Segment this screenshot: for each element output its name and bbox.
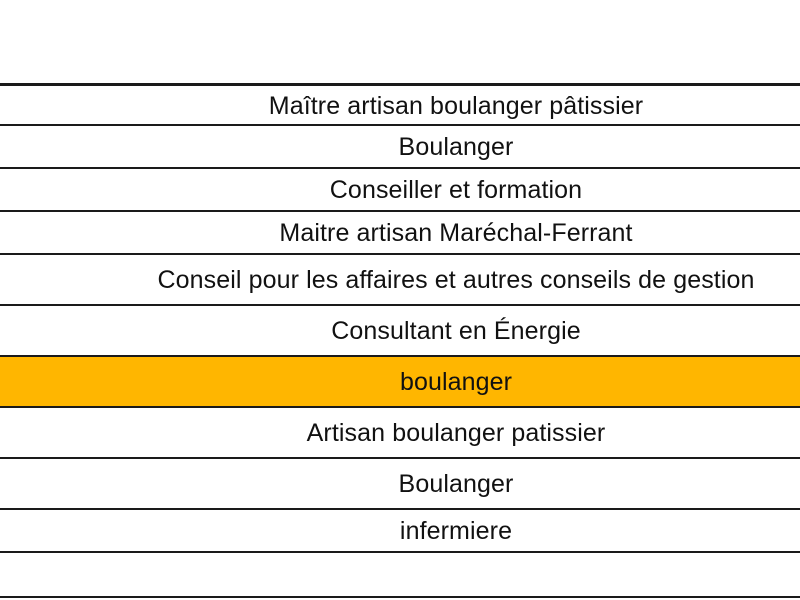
- table-cell: Boulanger: [398, 133, 514, 161]
- table-cell: Conseiller et formation: [329, 176, 583, 204]
- table-row[interactable]: [0, 306, 800, 357]
- table-row[interactable]: [0, 212, 800, 255]
- table-row[interactable]: [0, 83, 800, 126]
- table-cell: boulanger: [399, 368, 513, 396]
- table-cell: Conseil pour les affaires et autres conseils de gestion: [157, 266, 755, 294]
- bottom-border: [0, 596, 800, 598]
- table-cell: Boulanger: [398, 470, 514, 498]
- table-row[interactable]: [0, 255, 800, 306]
- table-row[interactable]: [0, 169, 800, 212]
- table-row[interactable]: [0, 510, 800, 553]
- table-cell: Consultant en Énergie: [331, 317, 581, 345]
- table-cell: Artisan boulanger patissier: [306, 419, 606, 447]
- table-cell: infermiere: [399, 517, 513, 545]
- table-cell: Maître artisan boulanger pâtissier: [268, 91, 644, 120]
- profession-table: [0, 83, 800, 553]
- table-row[interactable]: [0, 126, 800, 169]
- table-row[interactable]: [0, 459, 800, 510]
- table-cell: Maitre artisan Maréchal-Ferrant: [279, 219, 633, 247]
- table-row-highlighted[interactable]: [0, 357, 800, 408]
- table-row[interactable]: [0, 408, 800, 459]
